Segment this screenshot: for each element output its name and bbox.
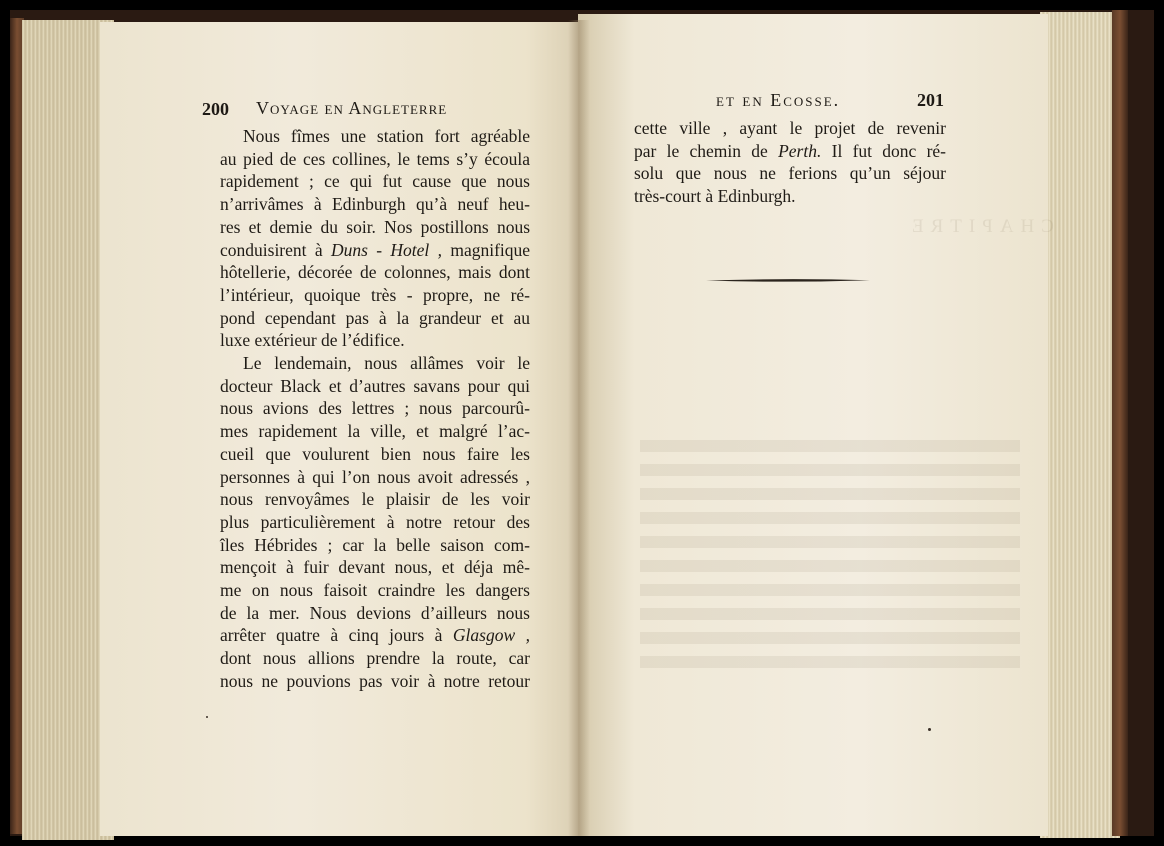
text-line: [220, 624, 530, 647]
text-fragment: conduisirent à: [220, 239, 323, 260]
text-line: îles Hébrides ; car la belle saison com-: [220, 534, 530, 555]
text-line: me on nous faisoit craindre les dangers: [220, 580, 530, 601]
book-gutter: [568, 20, 590, 836]
bleed-through-text: [640, 440, 1020, 670]
left-page-number: 200: [202, 99, 229, 119]
book-cover-right-edge: [1112, 10, 1128, 836]
left-running-head: Voyage en Angleterre: [256, 98, 448, 118]
text-line: luxe extérieur de l’édifice.: [220, 330, 405, 351]
text-line: pond cependant pas à la grandeur et au: [220, 307, 530, 328]
text-line: l’intérieur, quoique très - propre, ne ré-: [220, 284, 530, 305]
text-line: n’arrivâmes à Edinburgh qu’à neuf heu-: [220, 194, 530, 215]
bleed-through-heading: CHAPITRE: [905, 216, 1054, 237]
text-fragment: arrêter quatre à cinq jours à: [220, 625, 443, 646]
text-line: au pied de ces collines, le tems s’y écoula: [220, 148, 530, 169]
text-line: plus particulièrement à notre retour des: [220, 511, 530, 532]
text-line: [634, 140, 946, 163]
text-line: solu que nous ne ferions qu’un séjour: [634, 163, 946, 184]
text-line: nous renvoyâmes le plaisir de les voir: [220, 489, 530, 510]
left-page-body: [220, 125, 530, 693]
text-line: Nous fîmes une station fort agréable: [243, 126, 530, 146]
text-fragment: Il fut donc ré-: [831, 140, 947, 161]
italic-glasgow: Glasgow ,: [452, 625, 531, 646]
page-block-right: [1040, 12, 1120, 838]
text-fragment: par le chemin de: [634, 140, 768, 161]
section-end-rule: [706, 278, 870, 283]
right-page-number: 201: [917, 90, 944, 110]
text-line: nous ne pouvions pas voir à notre retour: [220, 670, 530, 691]
text-line: personnes à qui l’on nous avoit adressés ,: [220, 466, 530, 487]
paper-speck: [928, 728, 931, 731]
text-line: nous avions des lettres ; nous parcourû-: [220, 398, 530, 419]
italic-hotel-name: Duns - Hotel ,: [330, 239, 442, 260]
text-line: rapidement ; ce qui fut cause que nous: [220, 171, 530, 192]
text-line: de la mer. Nous devions d’ailleurs nous: [220, 602, 530, 623]
text-line: [220, 239, 530, 262]
text-fragment: magnifique: [450, 239, 531, 260]
text-line: res et demie du soir. Nos postillons nous: [220, 216, 530, 237]
right-page-body: [634, 117, 946, 208]
text-line: cueil que voulurent bien nous faire les: [220, 443, 530, 464]
text-line: hôtellerie, décorée de colonnes, mais dont: [220, 262, 530, 283]
text-line: très-court à Edinburgh.: [634, 186, 796, 207]
italic-perth: Perth.: [778, 140, 822, 161]
text-line: mençoit à fuir devant nous, et déja mê-: [220, 557, 530, 578]
paper-speck: [206, 716, 208, 718]
text-line: docteur Black et d’autres savans pour qui: [220, 375, 530, 396]
text-line: dont nous allions prendre la route, car: [220, 648, 530, 669]
right-running-head: et en Ecosse.: [716, 90, 841, 110]
text-line: cette ville , ayant le projet de revenir: [634, 118, 946, 138]
text-line: Le lendemain, nous allâmes voir le: [243, 353, 530, 374]
text-line: mes rapidement la ville, et malgré l’ac-: [220, 421, 530, 442]
